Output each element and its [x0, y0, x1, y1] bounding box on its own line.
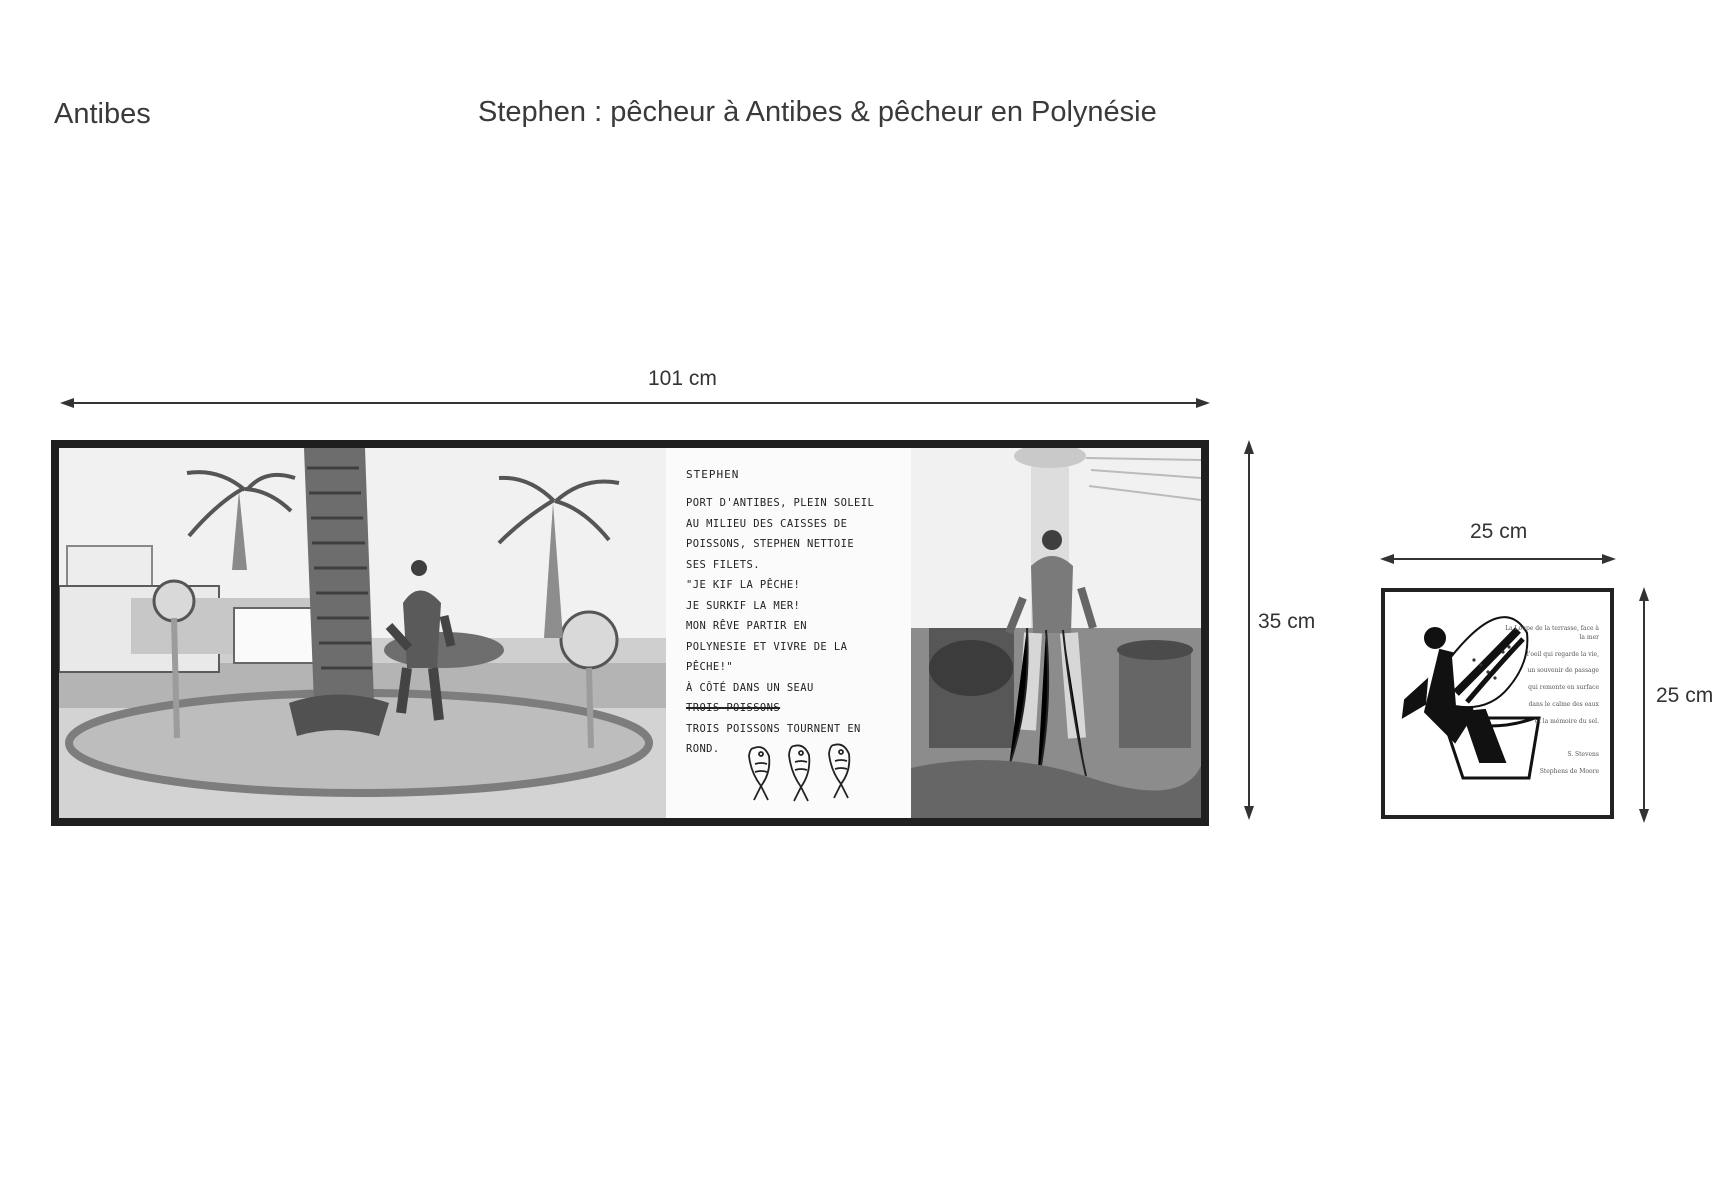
handwritten-line: ROND.: [686, 743, 720, 756]
main-height-line: [1248, 452, 1250, 806]
handwritten-line: AU MILIEU DES CAISSES DE: [686, 517, 848, 530]
main-width-line: [72, 402, 1196, 404]
handwritten-text: [686, 464, 896, 760]
handwritten-struck-line: TROIS POISSONS: [686, 702, 781, 715]
main-title: Stephen : pêcheur à Antibes & pêcheur en Polynésie: [478, 96, 1157, 128]
main-width-arrow-right-icon: [1196, 398, 1210, 408]
handwritten-line: JE SURKIF LA MER!: [686, 599, 801, 612]
note-line: et la mémoire du sel.: [1534, 717, 1599, 725]
main-width-label: 101 cm: [648, 367, 717, 390]
main-triptych-frame: [51, 440, 1209, 826]
small-artwork-panel: [1385, 592, 1610, 815]
location-title: Antibes: [54, 98, 151, 130]
three-fish-sketch: [736, 738, 866, 810]
handwritten-line: TROIS POISSONS TOURNENT EN: [686, 722, 861, 735]
handwritten-line: POISSONS, STEPHEN NETTOIE: [686, 538, 855, 551]
note-line: qui remonte en surface: [1528, 684, 1599, 692]
handwritten-line: POLYNESIE ET VIVRE DE LA: [686, 640, 848, 653]
handwritten-title: STEPHEN: [686, 468, 740, 481]
handwritten-line: PORT D'ANTIBES, PLEIN SOLEIL: [686, 497, 875, 510]
main-height-arrow-up-icon: [1244, 440, 1254, 454]
main-height-label: 35 cm: [1258, 610, 1316, 633]
handwritten-line: MON RÊVE PARTIR EN: [686, 620, 807, 633]
note-line: Stephens de Moore: [1539, 768, 1599, 776]
handwritten-line: À CÔTÉ DANS UN SEAU: [686, 681, 814, 694]
photo-palm-roundabout: [59, 448, 666, 818]
small-height-line: [1643, 599, 1645, 809]
photo-panel-left: [59, 448, 666, 818]
handwritten-line: SES FILETS.: [686, 558, 760, 571]
handwritten-line: PÊCHE!": [686, 661, 734, 674]
small-height-arrow-up-icon: [1639, 587, 1649, 601]
handwritten-panel: [666, 448, 911, 818]
photo-panel-right: [911, 448, 1201, 818]
note-line: dans le calme des eaux: [1528, 700, 1599, 708]
small-height-arrow-down-icon: [1639, 809, 1649, 823]
photo-fisherman-nets: [911, 448, 1201, 818]
main-height-arrow-down-icon: [1244, 806, 1254, 820]
small-width-arrow-left-icon: [1380, 554, 1394, 564]
small-width-line: [1392, 558, 1602, 560]
small-width-arrow-right-icon: [1602, 554, 1616, 564]
main-width-arrow-left-icon: [60, 398, 74, 408]
small-artwork-note: [1503, 617, 1599, 776]
small-width-label: 25 cm: [1470, 520, 1528, 543]
small-height-label: 25 cm: [1656, 684, 1714, 707]
small-artwork-frame: [1381, 588, 1614, 819]
handwritten-line: "JE KIF LA PÊCHE!: [686, 579, 801, 592]
note-line: l'oeil qui regarde la vie,: [1526, 650, 1599, 658]
note-line: S. Stevens: [1567, 751, 1599, 759]
note-line: La Loupe de la terrasse, face à la mer: [1505, 625, 1599, 641]
note-line: un souvenir de passage: [1527, 667, 1599, 675]
